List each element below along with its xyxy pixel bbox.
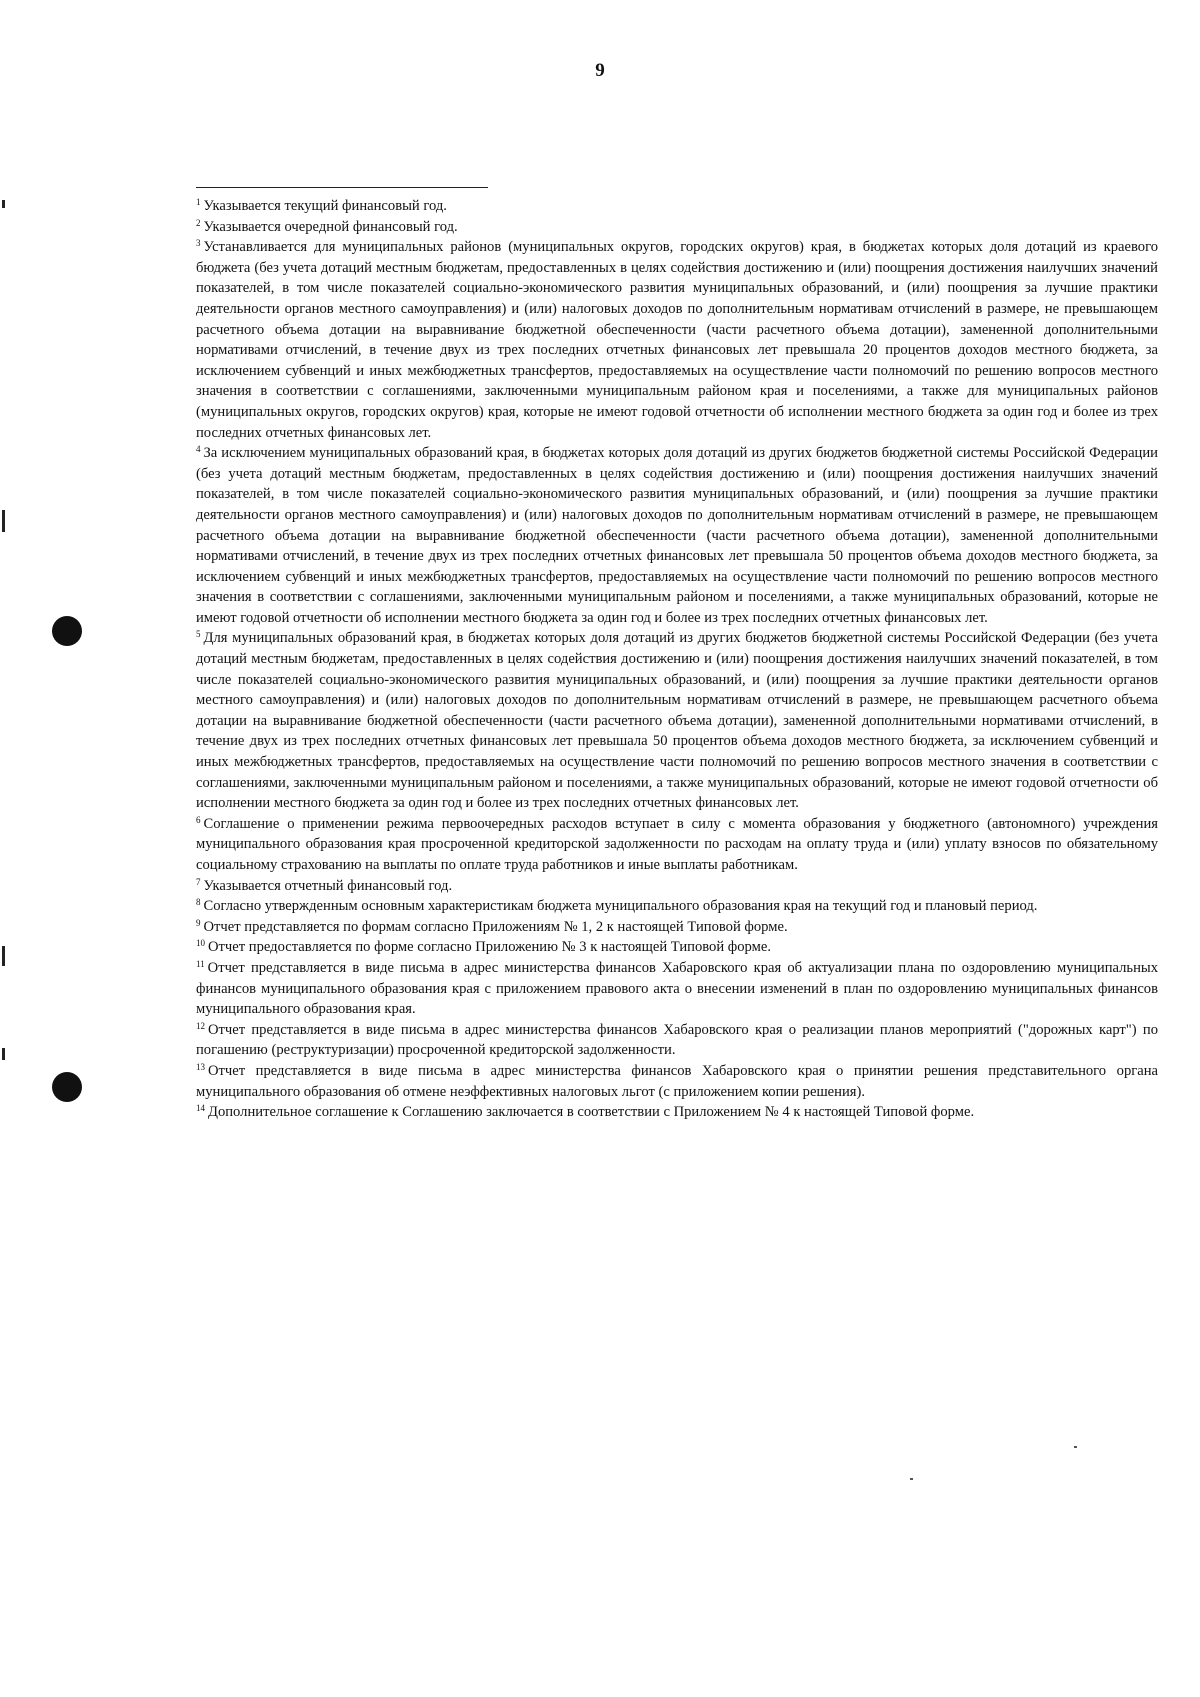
footnote-4 — [196, 443, 1158, 628]
scan-edge-mark — [2, 200, 5, 208]
footnote-3 — [196, 237, 1158, 443]
binder-hole-top — [52, 616, 82, 646]
footnote-text: Отчет представляется в виде письма в адрес министерства финансов Хабаровского края о принятии решения представительного органа муниципального образования об отмене неэффективных налоговых льгот (с приложением копии решения). — [196, 1062, 1158, 1100]
footnote-10 — [196, 937, 1158, 958]
binder-hole-bottom — [52, 1072, 82, 1102]
footnote-text: Указывается текущий финансовый год. — [203, 198, 447, 214]
footnote-text: Указывается очередной финансовый год. — [203, 218, 458, 235]
footnotes-block — [196, 196, 1158, 1123]
scan-edge-mark — [2, 1048, 5, 1060]
footnote-text: Указывается отчетный финансовый год. — [203, 877, 453, 894]
footnote-14 — [196, 1102, 1158, 1123]
footnote-11 — [196, 958, 1158, 1020]
footnote-1 — [196, 196, 1158, 217]
footnote-6 — [196, 814, 1158, 876]
page-number: 9 — [595, 60, 605, 81]
footnote-text: Согласно утвержденным основным характеристикам бюджета муниципального образования края на текущий год и плановый период. — [203, 898, 1038, 915]
footnote-12 — [196, 1020, 1158, 1061]
footnote-marker: 7 — [196, 876, 201, 887]
footnote-text: Соглашение о применении режима первоочередных расходов вступает в силу с момента образования у бюджетного (автономного) учреждения муниципального образования края просроченной кредиторской задолженности по расходам на оплату труда и (или) уплату взносов по обязательному социальному страхованию на выплаты по оплате труда работников и иные выплаты работникам. — [196, 815, 1158, 873]
footnote-separator-rule — [196, 187, 488, 188]
footnote-9 — [196, 917, 1158, 938]
footnote-text: Устанавливается для муниципальных районов (муниципальных округов, городских округов) края, в бюджетах которых доля дотаций из краевого бюджета (без учета дотаций местным бюджетам, предоставленных в целях содействия достижению и (или) поощрения достижения наилучших значений показателей, в том числе показателей социально-экономического развития муниципальных образований, и (или) поощрения за лучшие практики деятельности органов местного самоуправления) и (или) налоговых доходов по дополнительным нормативам отчислений в размере, не превышающем расчетного объема дотации на выравнивание бюджетной обеспеченности (части расчетного объема дотации), замененной дополнительными нормативами отчислений, в течение двух из трех последних отчетных финансовых лет превышала 20 процентов доходов местного бюджета, за исключением субвенций и иных межбюджетных трансфертов, предоставляемых на осуществление части полномочий по решению вопросов местного значения в соответствии с соглашениями, заключенными муниципальным районом края и поселениями, а также для муниципальных районов (муниципальных округов, городских округов) края, которые не имеют годовой отчетности об исполнении местного бюджета за один год и более из трех последних отчетных финансовых лет. — [196, 239, 1158, 441]
footnote-text: Отчет представляется в виде письма в адрес министерства финансов Хабаровского края об актуализации плана по оздоровлению муниципальных финансов муниципального образования края с приложением правового акта о внесении изменений в план по оздоровлению муниципальных финансов муниципального образования края. — [196, 959, 1158, 1018]
scan-speck — [1074, 1446, 1077, 1448]
footnote-marker: 11 — [196, 958, 205, 969]
scan-edge-mark — [2, 510, 5, 532]
footnote-marker: 13 — [196, 1061, 205, 1072]
footnote-marker: 2 — [196, 217, 201, 228]
footnote-7 — [196, 876, 1158, 897]
footnote-text: За исключением муниципальных образований края, в бюджетах которых доля дотаций из других бюджетов бюджетной системы Российской Федерации (без учета дотаций местным бюджетам, предоставленных в целях содействия достижению и (или) поощрения достижения наилучших значений показателей, в том числе показателей социально-экономического развития муниципальных образований, и (или) поощрения за лучшие практики деятельности органов местного самоуправления) и (или) налоговых доходов по дополнительным нормативам отчислений в размере, не превышающем расчетного объема дотации на выравнивание бюджетной обеспеченности (части расчетного объема дотации), замененной дополнительными нормативами отчислений, в течение двух из трех последних отчетных финансовых лет превышала 50 процентов объема доходов местного бюджета, за исключением субвенций и иных межбюджетных трансфертов, предоставляемых на осуществление части полномочий по решению вопросов местного значения в соответствии с соглашениями, заключенными муниципальным районом и поселениями, а также муниципальных образований, которые не имеют годовой отчетности об исполнении местного бюджета за один год и более из трех последних отчетных финансовых лет. — [196, 445, 1158, 626]
footnote-13 — [196, 1061, 1158, 1102]
footnote-marker: 5 — [196, 629, 201, 640]
footnote-8 — [196, 896, 1158, 917]
footnote-marker: 4 — [196, 444, 201, 455]
footnote-text: Отчет представляется по формам согласно Приложениям № 1, 2 к настоящей Типовой форме. — [203, 918, 788, 935]
footnote-5 — [196, 628, 1158, 813]
scan-edge-mark — [2, 946, 5, 966]
footnote-marker: 14 — [196, 1103, 205, 1114]
footnote-text: Дополнительное соглашение к Соглашению заключается в соответствии с Приложением № 4 к настоящей Типовой форме. — [208, 1104, 975, 1121]
footnote-marker: 8 — [196, 897, 201, 908]
footnote-text: Для муниципальных образований края, в бюджетах которых доля дотаций из других бюджетов бюджетной системы Российской Федерации (без учета дотаций местным бюджетам, предоставленных в целях содействия достижению и (или) поощрения достижения наилучших значений показателей, в том числе показателей социально-экономического развития муниципальных образований, и (или) поощрения за лучшие практики деятельности органов местного самоуправления) и (или) налоговых доходов по дополнительным нормативам отчислений в размере, не превышающем расчетного объема дотации на выравнивание бюджетной обеспеченности (части расчетного объема дотации), замененной дополнительными нормативами отчислений, в течение двух из трех последних отчетных финансовых лет превышала 50 процентов объема доходов местного бюджета, за исключением субвенций и иных межбюджетных трансфертов, предоставляемых на осуществление части полномочий по решению вопросов местного значения в соответствии с соглашениями, заключенными муниципальным районом и поселениями, а также муниципальных образований, которые не имеют годовой отчетности об исполнении местного бюджета за один год и более из трех последних отчетных финансовых лет. — [196, 630, 1158, 812]
footnote-marker: 9 — [196, 917, 201, 928]
footnote-marker: 1 — [196, 197, 201, 207]
footnote-marker: 6 — [196, 814, 201, 825]
footnote-marker: 12 — [196, 1020, 205, 1031]
footnote-marker: 10 — [196, 938, 205, 949]
footnote-text: Отчет представляется в виде письма в адрес министерства финансов Хабаровского края о реализации планов мероприятий ("дорожных карт") по погашению (реструктуризации) просроченной кредиторской задолженности. — [196, 1021, 1158, 1059]
footnote-2 — [196, 217, 1158, 238]
scan-speck — [910, 1478, 913, 1480]
footnote-text: Отчет предоставляется по форме согласно Приложению № 3 к настоящей Типовой форме. — [208, 939, 771, 956]
footnote-marker: 3 — [196, 238, 201, 249]
